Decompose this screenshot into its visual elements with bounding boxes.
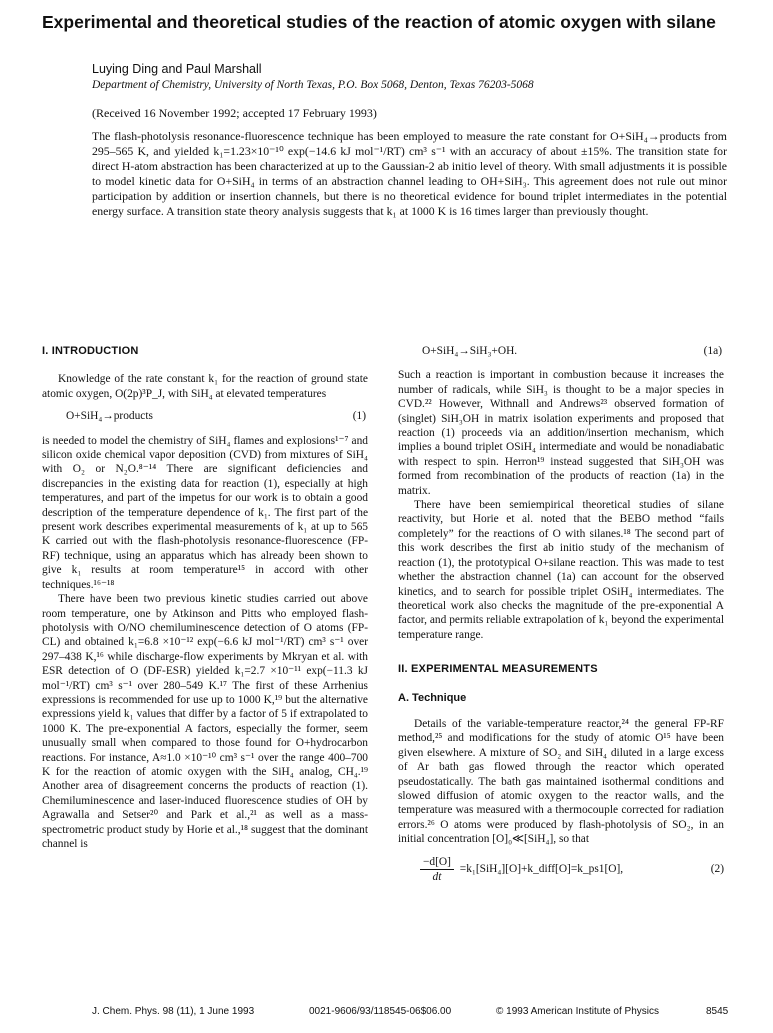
equation-1a-number: (1a) — [703, 345, 722, 357]
equation-2-rhs: =k₁[SiH₄][O]+k_diff[O]=k_ps1[O], — [459, 862, 624, 875]
received-dates: (Received 16 November 1992; accepted 17 February 1993) — [92, 106, 377, 120]
equation-2 — [398, 855, 724, 884]
abstract-text: The flash-photolysis resonance-fluorescence technique has been employed to measure the rate constant for O+SiH₄→products from 295–565 K, and yielded k₁=1.23×10⁻¹⁰ exp(−14.6 kJ mol⁻¹/RT) cm³ s⁻¹ with an accuracy of about ±15%. The transition state for direct H-atom abstraction has been characterized at up to the Gaussian-2 ab initio level of theory. With small adjustments it is possible to model kinetic data for O+SiH₄ in terms of an abstraction channel leading to OH+SiH₃. This agreement does not rule out minor participation by addition or insertion channels, but there is no theoretical evidence for bound triplet intermediates in the potential energy surface. A transition state theory analysis suggests that k₁ at 1000 K is 16 times larger than previously thought. — [92, 129, 727, 218]
footer-copyright: © 1993 American Institute of Physics — [496, 1006, 660, 1017]
left-column — [42, 342, 368, 851]
subsection-heading-technique: A. Technique — [398, 691, 467, 704]
intro-paragraph-4: Such a reaction is important in combustion because it increases the number of radicals, while SiH₃ is thought to be a major species in CVD.²² However, Withnall and Andrews²³ observed formation of (singlet) SiH₃OH in matrix isolation experiments and proposed that reaction (1) proceeds via an addition/insertion mechanism, which implies a bound triplet OSiH₄ intermediate and would be nonadiabatic with respect to spin. Herron¹⁹ instead suggested that SiH₃OH was formed from recombination of the products of reaction (1a) in the matrix. — [398, 369, 724, 497]
equation-1-expression: O+SiH₄→products — [66, 410, 153, 423]
page-footer — [0, 1006, 773, 1022]
section-heading-experimental: II. EXPERIMENTAL MEASUREMENTS — [398, 663, 598, 676]
equation-1-number: (1) — [352, 410, 366, 423]
equation-2-fraction — [420, 855, 454, 884]
intro-paragraph-1: Knowledge of the rate constant k₁ for the reaction of ground state atomic oxygen, O(2p)³P_J, with SiH₄ at elevated temperatures — [42, 373, 368, 400]
equation-2-denominator: dt — [432, 870, 442, 883]
footer-page-number: 8545 — [706, 1006, 729, 1017]
intro-paragraph-2: is needed to model the chemistry of SiH₄ flames and explosions¹⁻⁷ and silicon oxide chemical vapor deposition (CVD) from mixtures of SiH₄ with O₂ or N₂O.⁸⁻¹⁴ There are significant deficiencies and discrepancies in the existing data for reaction (1), especially at high temperatures, and part of the impetus for our work is to obtain a good description of the temperature dependence of k₁. The first part of the present work describes experimental measurements of k₁ at up to 565 K carried out with the flash-photolysis resonance-fluorescence (FP-RF) technique, using an apparatus which has already been shown to give k₁ results at room temperature¹⁵ in accord with other techniques.¹⁶⁻¹⁸ — [42, 434, 368, 591]
equation-1a-expression: O+SiH₄→SiH₃+OH. — [422, 345, 518, 357]
right-column — [398, 342, 724, 890]
intro-paragraph-5: There have been semiempirical theoretical studies of silane reactivity, but Horie et al. noted that the BEBO method “fails completely” for the reactions of O with silanes.¹⁸ The second part of this work describes the first ab initio study of the mechanism of reaction (1), the prototypical O+silane reaction. This was made to test whether the abstraction channel (1a) can account for the observed kinetics, and to search for possible triplet OSiH₄ intermediates. The theoretical work also checks the magnitude of the pre-exponential A factor, and permits reliable extrapolation of k₁ beyond the experimental temperature range. — [398, 499, 724, 641]
technique-paragraph: Details of the variable-temperature reactor,²⁴ the general FP-RF method,²⁵ and modifications for the study of atomic O¹⁵ have been given elsewhere. A mixture of SO₂ and SiH₄ diluted in a large excess of Ar bath gas flowed through the reactor which operated pseudostatically. The bath gas maintained isothermal conditions and slowed diffusion of atomic oxygen to the reactor walls, and the temperature was measured with a thermocouple corrected for radiation errors.²⁶ O atoms were produced by flash-photolysis of SO₂, in an initial concentration [O]₀≪[SiH₄], so that — [398, 717, 724, 846]
abstract — [92, 129, 727, 218]
affiliation: Department of Chemistry, University of North Texas, P.O. Box 5068, Denton, Texas 76203-5068 — [92, 79, 534, 91]
equation-2-number: (2) — [710, 862, 724, 875]
paper-title: Experimental and theoretical studies of the reaction of atomic oxygen with silane — [42, 12, 716, 32]
footer-journal-citation: J. Chem. Phys. 98 (11), 1 June 1993 — [92, 1006, 255, 1017]
intro-paragraph-3: There have been two previous kinetic studies carried out above room temperature, one by Atkinson and Pitts who employed flash-photolysis with O/NO chemiluminescence detection of O atoms (FP-CL) and obtained k₁=6.8 ×10⁻¹² exp(−6.6 kJ mol⁻¹/RT) cm³ s⁻¹ over 297–438 K,¹⁶ while discharge-flow experiments by Mkryan et al. with ESR detection of O (DF-ESR) yielded k₁=2.7 ×10⁻¹¹ exp(−11.3 kJ mol⁻¹/RT) cm³ s⁻¹ over 280–549 K.¹⁷ The first of these Arrhenius expressions is recommended for use up to 1000 K,¹⁹ but the alternative expressions yield k₁ values that differ by a factor of 5 if extrapolated to 1000 K. The pre-exponential A factors, especially the former, seem unusually small when compared to those found for O+hydrocarbon reactions. For instance, A≈1.0 ×10⁻¹⁰ cm³ s⁻¹ over the range 400–700 K for the reaction of atomic oxygen with the SiH₄ analog, CH₄.¹⁹ Another area of disagreement concerns the products of reaction (1). Chemiluminescence and laser-induced fluorescence studies of OH by Agrawalla and Setser²⁰ and Park et al.,²¹ as well as a mass-spectrometric product study by Horie et al.,¹⁸ suggest that the dominant channel is — [42, 593, 368, 850]
author-list: Luying Ding and Paul Marshall — [92, 62, 262, 76]
footer-issn: 0021-9606/93/118545-06$06.00 — [309, 1006, 452, 1017]
equation-1a — [398, 344, 724, 358]
section-heading-introduction: I. INTRODUCTION — [42, 345, 139, 357]
equation-2-body — [420, 855, 623, 884]
equation-2-numerator: −d[O] — [420, 855, 454, 870]
equation-1 — [42, 409, 368, 423]
